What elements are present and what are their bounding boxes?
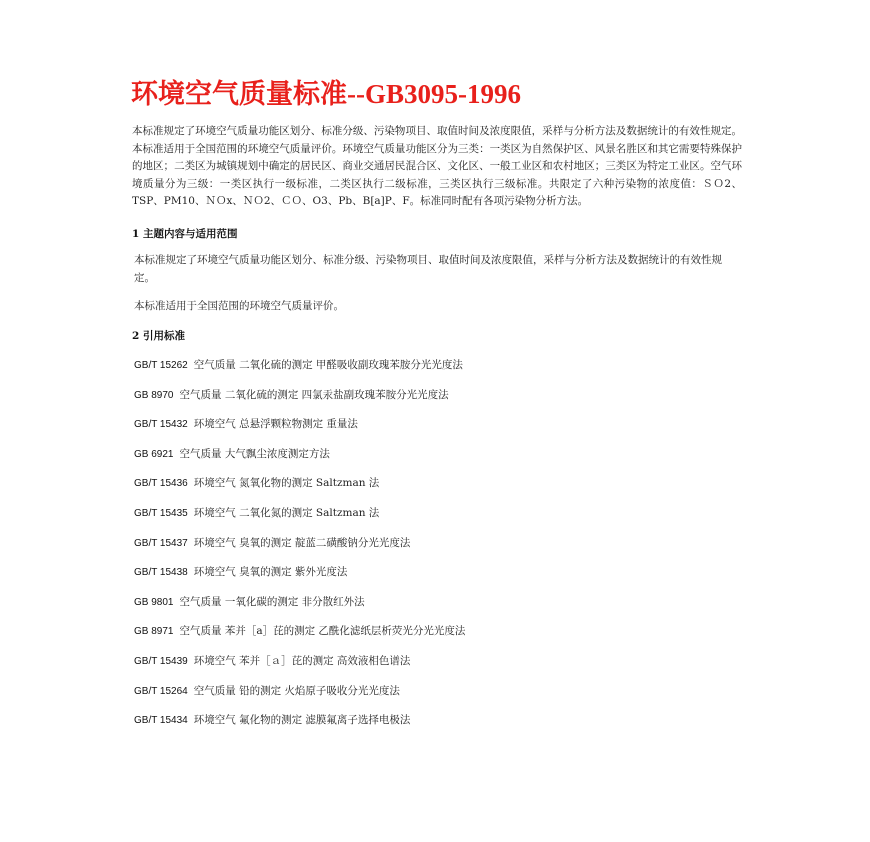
reference-code: GB/T 15434 xyxy=(134,715,188,727)
reference-title: 环境空气 氮氧化物的测定 Saltzman 法 xyxy=(193,477,380,490)
document-title: 环境空气质量标准--GB3095-1996 xyxy=(131,79,521,109)
reference-code: GB 8971 xyxy=(134,626,174,638)
reference-item xyxy=(134,506,465,536)
reference-code: GB/T 15432 xyxy=(134,419,188,431)
reference-item xyxy=(134,388,465,418)
reference-title: 空气质量 二氧化硫的测定 四氯汞盐副玫瑰苯胺分光光度法 xyxy=(179,388,449,401)
reference-code: GB/T 15438 xyxy=(134,567,188,579)
section-1-paragraph-2: 本标准适用于全国范围的环境空气质量评价。 xyxy=(134,300,344,312)
reference-code: GB/T 15435 xyxy=(134,507,188,519)
intro-paragraph: 本标准规定了环境空气质量功能区划分、标准分级、污染物项目、取值时间及浓度限值，采样与分析方法及数据统计的有效性规定。本标准适用于全国范围的环境空气质量评价。环境空气质量功能区分为三类：一类区为自然保护区、风景名胜区和其它需要特殊保护的地区；二类区为城镇规划中确定的居民区、商业交通居民混合区、文化区、一般工业区和农村地区；三类区为特定工业区。空气环境质量分为三级：一类区执行一级标准，二类区执行二级标准，三类区执行三级标准。共限定了六种污染物的浓度值：ＳＯ2、TSP、PM10、ＮＯx、ＮＯ2、ＣＯ、O3、Pb、B[a]P、F。标准同时配有各项污染物分析方法。 xyxy=(132,125,742,208)
reference-item xyxy=(134,684,465,714)
reference-code: GB/T 15262 xyxy=(134,360,188,371)
reference-item xyxy=(134,417,465,447)
section-1-paragraph-1: 本标准规定了环境空气质量功能区划分、标准分级、污染物项目、取值时间及浓度限值，采样与分析方法及数据统计的有效性规定。 xyxy=(134,254,722,284)
reference-item xyxy=(134,713,465,743)
reference-code: GB/T 15436 xyxy=(134,478,188,490)
reference-item xyxy=(134,624,465,654)
reference-code: GB/T 15264 xyxy=(134,685,188,697)
reference-code: GB/T 15439 xyxy=(134,655,188,667)
section-2-heading: 2 引用标准 xyxy=(132,330,185,342)
reference-title: 空气质量 二氧化硫的测定 甲醛吸收副玫瑰苯胺分光光度法 xyxy=(193,359,463,371)
reference-item xyxy=(134,565,465,595)
reference-code: GB 6921 xyxy=(134,448,174,460)
reference-code: GB 9801 xyxy=(134,596,174,608)
reference-item xyxy=(134,447,465,477)
reference-title: 空气质量 大气飘尘浓度测定方法 xyxy=(179,447,330,460)
reference-item xyxy=(134,358,465,388)
reference-title: 空气质量 铅的测定 火焰原子吸收分光光度法 xyxy=(193,684,400,697)
reference-list xyxy=(134,358,465,743)
section-1-heading: 1 主题内容与适用范围 xyxy=(132,228,238,240)
reference-title: 空气质量 苯并［a］芘的测定 乙酰化滤纸层析荧光分光光度法 xyxy=(179,625,466,638)
reference-item xyxy=(134,536,465,566)
reference-title: 环境空气 氟化物的测定 滤膜氟离子选择电极法 xyxy=(193,714,411,727)
reference-code: GB/T 15437 xyxy=(134,537,188,549)
reference-item xyxy=(134,476,465,506)
reference-title: 环境空气 苯并［ａ］芘的测定 高效液相色谱法 xyxy=(193,654,411,667)
reference-title: 环境空气 总悬浮颗粒物测定 重量法 xyxy=(193,418,358,431)
reference-code: GB 8970 xyxy=(134,389,174,401)
reference-title: 环境空气 二氧化氮的测定 Saltzman 法 xyxy=(193,506,380,519)
reference-item xyxy=(134,654,465,684)
reference-title: 环境空气 臭氧的测定 紫外光度法 xyxy=(193,566,348,579)
reference-title: 环境空气 臭氧的测定 靛蓝二磺酸钠分光光度法 xyxy=(193,536,411,549)
reference-item xyxy=(134,595,465,625)
reference-title: 空气质量 一氧化碳的测定 非分散红外法 xyxy=(179,595,365,608)
